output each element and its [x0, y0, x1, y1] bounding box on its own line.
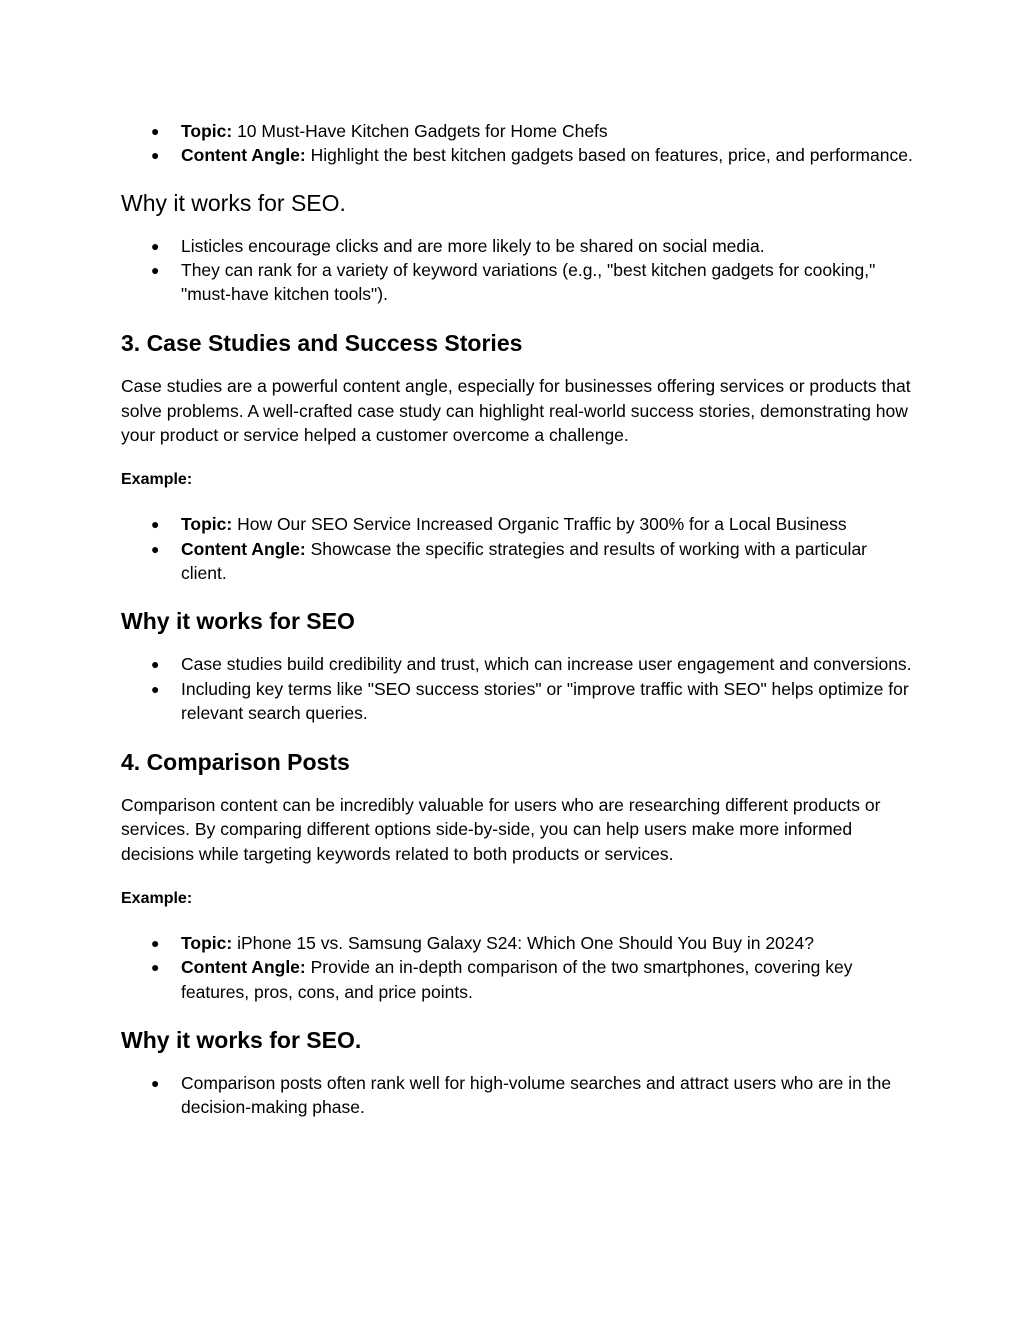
section-heading: Why it works for SEO [121, 608, 355, 635]
item-label: Topic: [181, 121, 233, 141]
bullet-icon: ● [151, 123, 160, 139]
case-why-list [121, 652, 914, 725]
item-text: Comparison posts often rank well for high-volume searches and attract users who are in the decision-making phase. [181, 1072, 892, 1118]
item-text: They can rank for a variety of keyword variations (e.g., "best kitchen gadgets for cooking," "must-have kitchen tools"). [181, 259, 876, 305]
list-item [151, 652, 914, 676]
listicle-why-list [121, 234, 914, 307]
example-label: Example: [121, 890, 193, 908]
list-item [151, 677, 914, 726]
item-text: iPhone 15 vs. Samsung Galaxy S24: Which One Should You Buy in 2024? [237, 933, 814, 954]
section-heading: 4. Comparison Posts [121, 749, 350, 776]
item-text: Listicles encourage clicks and are more likely to be shared on social media. [181, 235, 765, 256]
bullet-icon: ● [151, 959, 160, 976]
paragraph: Comparison content can be incredibly valuable for users who are researching different products or services. By comparing different options side-by-side, you can help users make more informed decisions while targeting keywords related to both products or services. [121, 795, 881, 864]
item-label: Topic: [181, 514, 233, 535]
item-text: Showcase the specific strategies and results of working with a particular client. [181, 538, 868, 583]
bullet-icon: ● [151, 237, 160, 254]
listicle-example-list [121, 119, 914, 168]
section-heading: Why it works for SEO. [121, 189, 346, 216]
bullet-icon: ● [151, 1074, 160, 1091]
case-example-list [121, 512, 914, 585]
item-text: 10 Must-Have Kitchen Gadgets for Home Chefs [237, 121, 608, 141]
example-label: Example: [121, 471, 193, 489]
list-item [151, 537, 914, 586]
list-item [151, 512, 914, 536]
list-item [151, 143, 914, 167]
paragraph: Case studies are a powerful content angle, especially for businesses offering services or products that solve problems. A well-crafted case study can highlight real-world success stories, demonstrating how your product or service helped a customer overcome a challenge. [121, 376, 911, 446]
comparison-why-list [121, 1071, 914, 1120]
bullet-icon: ● [151, 261, 160, 278]
item-text: Case studies build credibility and trust, which can increase user engagement and conversions. [181, 654, 912, 675]
item-text: Highlight the best kitchen gadgets based on features, price, and performance. [310, 145, 913, 166]
item-label: Topic: [181, 933, 233, 954]
list-item [151, 931, 914, 955]
section-heading: Why it works for SEO. [121, 1026, 362, 1053]
list-item [151, 119, 914, 143]
item-text: Provide an in-depth comparison of the two smartphones, covering key features, pros, cons, and price points. [181, 957, 853, 1002]
bullet-icon: ● [151, 516, 160, 533]
item-label: Content Angle: [181, 957, 306, 978]
bullet-icon: ● [151, 656, 160, 673]
list-item [151, 955, 914, 1004]
list-item [151, 1071, 914, 1120]
item-text: Including key terms like "SEO success stories" or "improve traffic with SEO" helps optimize for relevant search queries. [181, 678, 909, 723]
bullet-icon: ● [151, 540, 160, 557]
bullet-icon: ● [151, 147, 160, 164]
bullet-icon: ● [151, 680, 160, 697]
list-item [151, 234, 914, 258]
bullet-icon: ● [151, 935, 160, 952]
list-item [151, 258, 914, 307]
section-heading: 3. Case Studies and Success Stories [121, 330, 523, 357]
item-label: Content Angle: [181, 538, 306, 559]
item-label: Content Angle: [181, 145, 306, 166]
item-text: How Our SEO Service Increased Organic Traffic by 300% for a Local Business [237, 514, 847, 535]
comparison-example-list [121, 931, 914, 1004]
